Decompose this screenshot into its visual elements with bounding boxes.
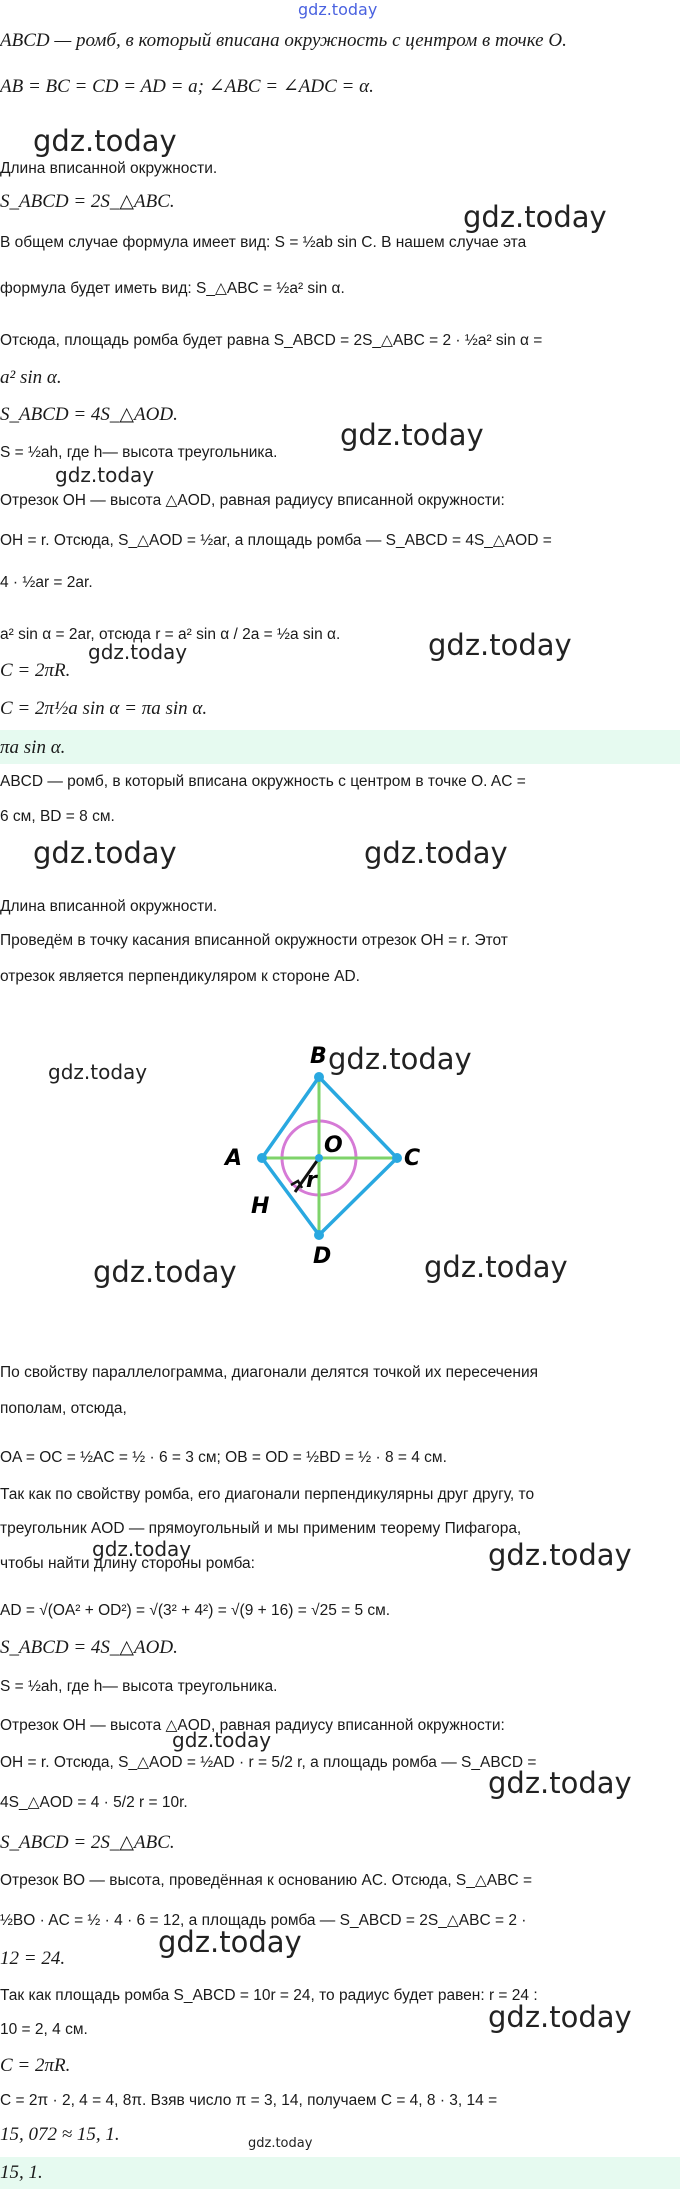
text-line: 4S_△AOD = 4 · 5/2 r = 10r. xyxy=(0,1794,188,1811)
text-line: C = 2π · 2, 4 = 4, 8π. Взяв число π = 3, 14, получаем C = 4, 8 · 3, 14 = xyxy=(0,2092,498,2109)
text-line: Так как площадь ромба S_ABCD = 10r = 24, то радиус будет равен: r = 24 : xyxy=(0,1987,538,2004)
text-line: C = 2π½a sin α = πa sin α. xyxy=(0,698,208,719)
text-line: треугольник AOD — прямоугольный и мы применим теорему Пифагора, xyxy=(0,1520,522,1537)
text-line: 12 = 24. xyxy=(0,1948,66,1969)
text-line: 4 · ½ar = 2ar. xyxy=(0,574,93,591)
watermark: gdz.today xyxy=(340,418,484,452)
text-line: формула будет иметь вид: S_△ABC = ½a² sin α. xyxy=(0,280,345,297)
text-line: Так как по свойству ромба, его диагонали перпендикулярны друг другу, то xyxy=(0,1486,535,1503)
text-line: OH = r. Отсюда, S_△AOD = ½AD · r = 5/2 r, а площадь ромба — S_ABCD = xyxy=(0,1754,537,1771)
text-line: Проведём в точку касания вписанной окружности отрезок OH = r. Этот xyxy=(0,932,508,949)
text-line: OA = OC = ½AC = ½ · 6 = 3 см; OB = OD = ½BD = ½ · 8 = 4 см. xyxy=(0,1449,447,1466)
text-line: В общем случае формула имеет вид: S = ½ab sin C. В нашем случае эта xyxy=(0,234,527,251)
text-line: a² sin α = 2ar, отсюда r = a² sin α / 2a = ½a sin α. xyxy=(0,626,341,643)
text-line: S = ½ah, где h— высота треугольника. xyxy=(0,444,278,461)
answer-highlight xyxy=(0,2157,680,2189)
point-a xyxy=(257,1153,267,1163)
watermark: gdz.today xyxy=(463,200,607,234)
text-line: ½BO · AC = ½ · 4 · 6 = 12, а площадь ромба — S_ABCD = 2S_△ABC = 2 · xyxy=(0,1912,527,1929)
watermark: gdz.today xyxy=(158,1925,302,1959)
label-b: B xyxy=(310,1044,327,1069)
watermark: gdz.today xyxy=(364,836,508,870)
text-line: пополам, отсюда, xyxy=(0,1400,127,1417)
label-c: C xyxy=(404,1146,421,1171)
watermark: gdz.today xyxy=(172,1728,272,1752)
text-line: Длина вписанной окружности. xyxy=(0,160,218,177)
answer-text: πa sin α. xyxy=(0,737,66,758)
watermark: gdz.today xyxy=(55,463,155,487)
text-line: S = ½ah, где h— высота треугольника. xyxy=(0,1678,278,1695)
watermark: gdz.today xyxy=(93,1255,237,1289)
point-o xyxy=(315,1154,323,1162)
text-line: S_ABCD = 4S_△AOD. xyxy=(0,404,178,425)
text-line: a² sin α. xyxy=(0,367,62,388)
label-h: H xyxy=(251,1194,270,1219)
label-r: r xyxy=(306,1168,317,1193)
watermark: gdz.today xyxy=(88,640,188,664)
text-line: AD = √(OA² + OD²) = √(3² + 4²) = √(9 + 16) = √25 = 5 см. xyxy=(0,1602,391,1619)
watermark: gdz.today xyxy=(488,1766,632,1800)
watermark: gdz.today xyxy=(488,1538,632,1572)
text-line: C = 2πR. xyxy=(0,660,71,681)
text-line: S_ABCD = 2S_△ABC. xyxy=(0,1832,175,1853)
point-c xyxy=(392,1153,402,1163)
text-line: Отрезок OH — высота △AOD, равная радиусу вписанной окружности: xyxy=(0,492,505,509)
text-line: ABCD — ромб, в который вписана окружность с центром в точке O. xyxy=(0,30,567,51)
point-b xyxy=(314,1072,324,1082)
watermark: gdz.today xyxy=(424,1250,568,1284)
text-line: S_ABCD = 2S_△ABC. xyxy=(0,191,175,212)
text-line: Длина вписанной окружности. xyxy=(0,898,218,915)
watermark: gdz.today xyxy=(488,2000,632,2034)
text-line: Отрезок BO — высота, проведённая к основанию AC. Отсюда, S_△ABC = xyxy=(0,1872,533,1889)
site-link[interactable]: gdz.today xyxy=(298,0,378,19)
watermark: gdz.today xyxy=(428,628,572,662)
watermark: gdz.today xyxy=(248,2136,313,2151)
text-line: AB = BC = CD = AD = a; ∠ABC = ∠ADC = α. xyxy=(0,76,374,97)
answer-highlight xyxy=(0,730,680,764)
answer-text: 15, 1. xyxy=(0,2162,43,2183)
watermark: gdz.today xyxy=(33,836,177,870)
watermark: gdz.today xyxy=(328,1042,472,1076)
text-line: Отрезок OH — высота △AOD, равная радиусу вписанной окружности: xyxy=(0,1717,505,1734)
text-line: По свойству параллелограмма, диагонали делятся точкой их пересечения xyxy=(0,1364,539,1381)
text-line: 10 = 2, 4 см. xyxy=(0,2021,88,2038)
label-d: D xyxy=(313,1244,332,1269)
text-line: ABCD — ромб, в который вписана окружность с центром в точке O. AC = xyxy=(0,773,526,790)
text-line: OH = r. Отсюда, S_△AOD = ½ar, а площадь ромба — S_ABCD = 4S_△AOD = xyxy=(0,532,552,549)
text-line: отрезок является перпендикуляром к стороне AD. xyxy=(0,968,360,985)
label-a: A xyxy=(225,1146,243,1171)
text-line: 6 см, BD = 8 см. xyxy=(0,808,115,825)
text-line: S_ABCD = 4S_△AOD. xyxy=(0,1637,178,1658)
watermark: gdz.today xyxy=(92,1537,192,1561)
watermark: gdz.today xyxy=(48,1060,148,1084)
watermark: gdz.today xyxy=(33,124,177,158)
text-line: Отсюда, площадь ромба будет равна S_ABCD = 2S_△ABC = 2 · ½a² sin α = xyxy=(0,332,543,349)
point-d xyxy=(314,1230,324,1240)
label-o: O xyxy=(324,1133,343,1158)
text-line: чтобы найти длину стороны ромба: xyxy=(0,1555,255,1572)
text-line: 15, 072 ≈ 15, 1. xyxy=(0,2124,120,2145)
text-line: C = 2πR. xyxy=(0,2055,71,2076)
